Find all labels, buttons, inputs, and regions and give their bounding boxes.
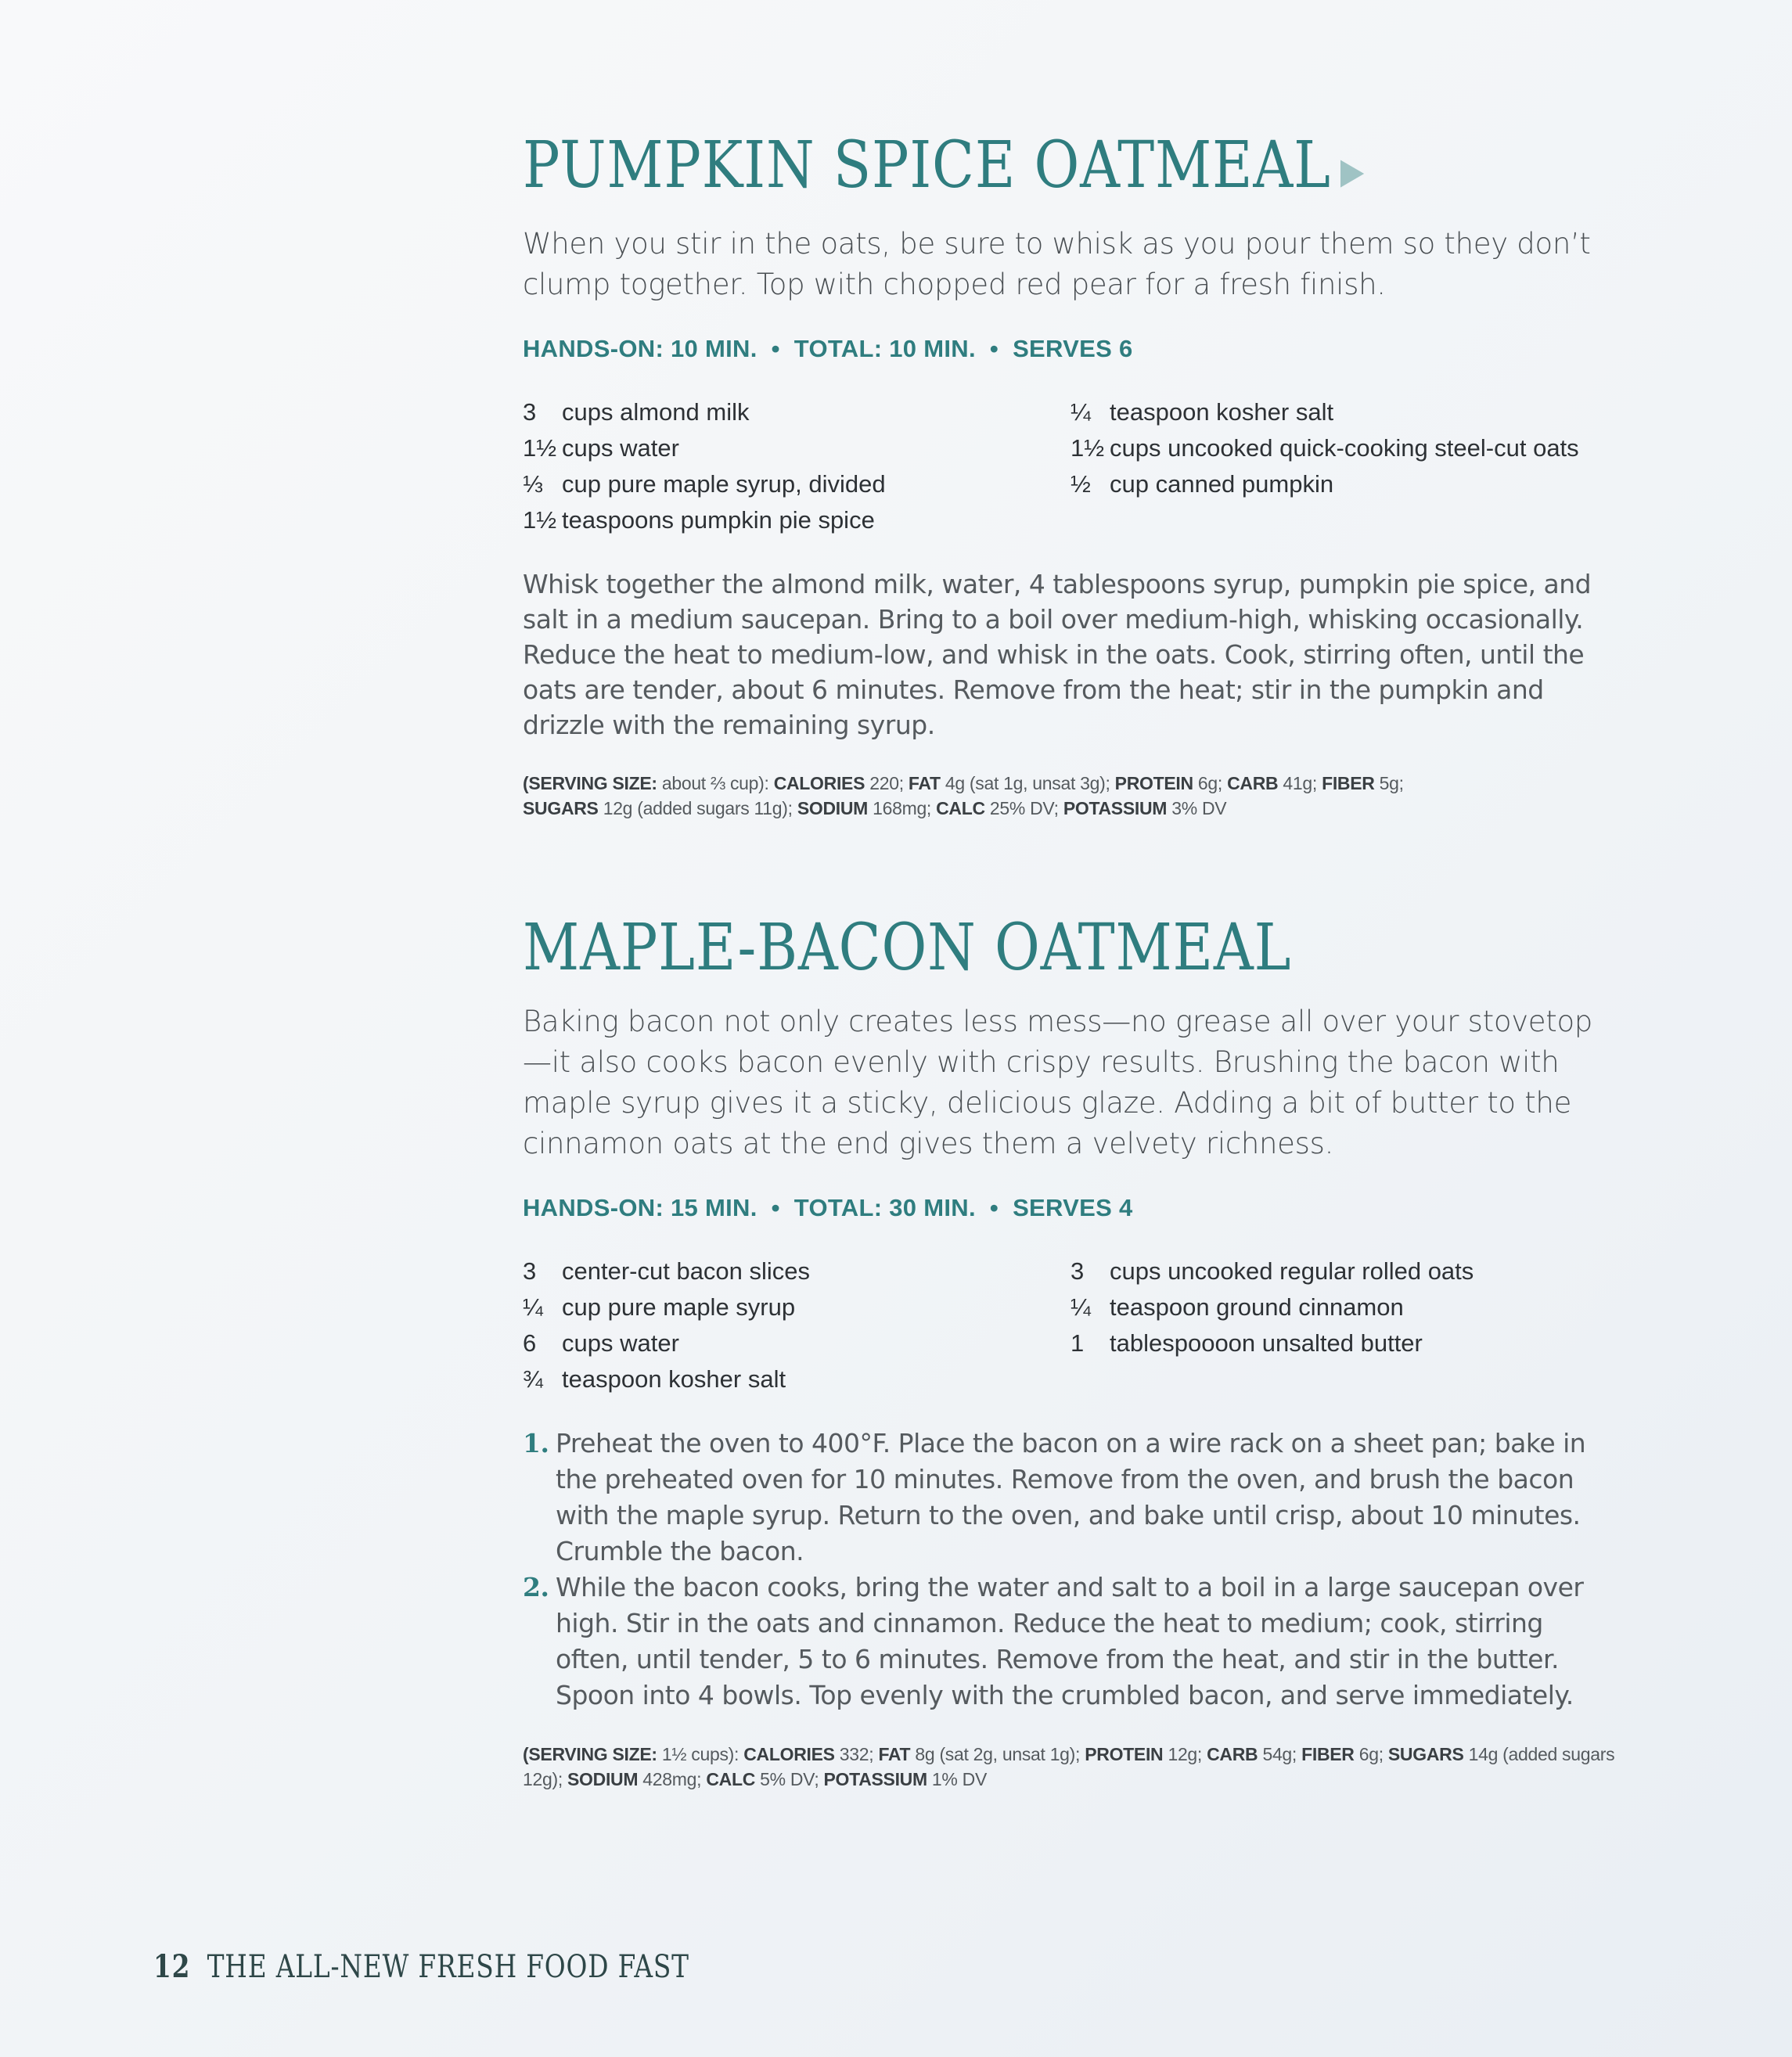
ingredient-quantity: 1 <box>1071 1329 1085 1357</box>
nutrition-value: 5% DV; <box>755 1769 824 1789</box>
ingredient-name: cup canned pumpkin <box>1110 469 1334 498</box>
nutrition-label: SODIUM <box>797 797 869 818</box>
ingredient-item <box>1071 466 1603 502</box>
nutrition-label: FIBER <box>1301 1744 1355 1764</box>
ingredient-quantity: 1½ <box>523 433 557 462</box>
nutrition-label: SUGARS <box>523 797 599 818</box>
nutrition-label: PROTEIN <box>1114 772 1193 793</box>
ingredient-name: teaspoon kosher salt <box>1110 397 1334 426</box>
nutrition-value: 6g; <box>1193 772 1228 793</box>
ingredient-name: cups water <box>562 433 679 462</box>
step-text: Preheat the oven to 400°F. Place the bacon on a wire rack on a sheet pan; bake in the preheated oven for 10 minutes. Remove from the oven, and brush the bacon with the maple syrup. Return to the oven, and bake until crisp, about 10 minutes. Crumble the bacon. <box>556 1428 1586 1566</box>
recipe-method: Whisk together the almond milk, water, 4 tablespoons syrup, pumpkin pie spice, and salt in a medium saucepan. Bring to a boil over medium-high, whisking occasionally. Reduce the heat to medium-low, and whisk in the oats. Cook, stirring often, until the oats are tender, about 6 minutes. Remove from the heat; stir in the pumpkin and drizzle with the remaining syrup. <box>523 568 1592 740</box>
ingredient-item <box>1071 1253 1603 1289</box>
recipe-intro: When you stir in the oats, be sure to whisk as you pour them so they don’t clump together. Top with chopped red pear for a fresh finish. <box>523 226 1591 301</box>
ingredient-item <box>523 394 1071 430</box>
meta-separator: • <box>989 334 999 362</box>
ingredient-quantity: 1½ <box>523 505 557 534</box>
nutrition-label: FAT <box>908 772 941 793</box>
ingredient-column-left <box>523 394 1071 538</box>
hands-on-time: HANDS-ON: 15 MIN. <box>523 1194 757 1221</box>
ingredient-column-right <box>1071 1253 1603 1397</box>
nutrition-value: 41g; <box>1278 772 1322 793</box>
nutrition-value: 12g; <box>1163 1744 1207 1764</box>
recipe-intro: Baking bacon not only creates less mess—no grease all over your stovetop—it also cooks bacon evenly with crispy results. Brushing the bacon with maple syrup gives it a sticky, delicious glaze. Adding a bit of butter to the cinnamon oats at the end gives them a velvety richness. <box>523 1005 1592 1160</box>
meta-separator: • <box>771 334 780 362</box>
ingredient-item <box>523 1253 1071 1289</box>
recipe-title-text: PUMPKIN SPICE OATMEAL <box>523 128 1331 203</box>
nutrition-value: 12g (added sugars 11g); <box>598 797 797 818</box>
nutrition-label: CALC <box>706 1769 756 1789</box>
nutrition-label: CARB <box>1227 772 1279 793</box>
nutrition-value: 4g (sat 1g, unsat 3g); <box>940 772 1115 793</box>
ingredient-quantity: 3 <box>523 1257 537 1285</box>
nutrition-value: about ⅔ cup): <box>657 772 774 793</box>
nutrition-value: 14g (added sugars 12g); <box>523 1744 1615 1789</box>
ingredient-list <box>523 394 1618 538</box>
recipe-pumpkin-spice-oatmeal <box>523 125 1618 821</box>
ingredient-item <box>1071 1289 1603 1325</box>
recipe-title <box>523 125 1465 211</box>
book-title: THE ALL-NEW FRESH FOOD FAST <box>207 1949 689 1985</box>
ingredient-quantity: 1½ <box>1071 433 1105 462</box>
nutrition-value: 54g; <box>1258 1744 1302 1764</box>
ingredient-column-right <box>1071 394 1603 538</box>
nutrition-label: (SERVING SIZE: <box>523 772 657 793</box>
page-number: 12 <box>153 1948 191 1985</box>
ingredient-name: center-cut bacon slices <box>562 1257 811 1285</box>
nutrition-value: 1½ cups): <box>657 1744 744 1764</box>
nutrition-value: 220; <box>865 772 909 793</box>
ingredient-name: teaspoon ground cinnamon <box>1110 1293 1404 1321</box>
meta-separator: • <box>771 1194 780 1221</box>
nutrition-info <box>523 771 1618 821</box>
ingredient-column-left <box>523 1253 1071 1397</box>
ingredient-item <box>523 1289 1071 1325</box>
total-time: TOTAL: 10 MIN. <box>793 334 976 362</box>
ingredient-item <box>1071 430 1603 466</box>
nutrition-label: POTASSIUM <box>1063 797 1168 818</box>
nutrition-value: 1% DV <box>927 1769 988 1789</box>
ingredient-item <box>1071 1325 1603 1361</box>
nutrition-label: POTASSIUM <box>823 1769 927 1789</box>
hands-on-time: HANDS-ON: 10 MIN. <box>523 334 757 362</box>
recipe-meta <box>523 1194 1618 1222</box>
meta-separator: • <box>989 1194 999 1221</box>
servings: SERVES 6 <box>1013 334 1133 362</box>
recipe-title: MAPLE-BACON OATMEAL <box>523 911 1292 985</box>
nutrition-label: SODIUM <box>567 1769 639 1789</box>
ingredient-quantity: ¼ <box>1071 1293 1091 1321</box>
ingredient-name: cups uncooked quick-cooking steel-cut oats <box>1110 433 1579 462</box>
nutrition-value: 6g; <box>1354 1744 1388 1764</box>
page-footer <box>153 1948 689 1985</box>
nutrition-label: FIBER <box>1322 772 1375 793</box>
nutrition-info <box>523 1742 1618 1792</box>
ingredient-name: teaspoons pumpkin pie spice <box>562 505 875 534</box>
nutrition-label: SUGARS <box>1387 1744 1464 1764</box>
nutrition-value: 8g (sat 2g, unsat 1g); <box>910 1744 1085 1764</box>
nutrition-label: CALORIES <box>773 772 865 793</box>
recipe-step <box>523 1570 1618 1714</box>
nutrition-label: FAT <box>878 1744 911 1764</box>
ingredient-item <box>1071 394 1603 430</box>
nutrition-value: 3% DV <box>1167 797 1227 818</box>
ingredient-name: teaspoon kosher salt <box>562 1365 786 1393</box>
ingredient-quantity: ¼ <box>523 1293 543 1321</box>
ingredient-list <box>523 1253 1618 1397</box>
ingredient-quantity: ⅓ <box>523 469 543 498</box>
ingredient-quantity: ¾ <box>523 1365 543 1393</box>
nutrition-value: 5g; <box>1374 772 1404 793</box>
ingredient-name: cup pure maple syrup, divided <box>562 469 886 498</box>
ingredient-item <box>523 502 1071 538</box>
step-number: 1. <box>523 1428 549 1458</box>
ingredient-quantity: 6 <box>523 1329 537 1357</box>
step-number: 2. <box>523 1572 549 1602</box>
nutrition-value: 428mg; <box>638 1769 707 1789</box>
play-arrow-icon: ▶ <box>1340 149 1366 192</box>
servings: SERVES 4 <box>1013 1194 1133 1221</box>
ingredient-quantity: 3 <box>1071 1257 1085 1285</box>
total-time: TOTAL: 30 MIN. <box>793 1194 976 1221</box>
ingredient-quantity: ½ <box>1071 469 1091 498</box>
recipe-step <box>523 1426 1618 1570</box>
ingredient-item <box>523 1361 1071 1397</box>
nutrition-value: 168mg; <box>868 797 937 818</box>
step-text: While the bacon cooks, bring the water and salt to a boil in a large saucepan over high. Stir in the oats and cinnamon. Reduce the heat to medium; cook, stirring often, until tender, 5 to 6 minutes. Remove from the heat, and stir in the butter. Spoon into 4 bowls. Top evenly with the crumbled bacon, and serve immediately. <box>556 1572 1584 1710</box>
ingredient-quantity: ¼ <box>1071 397 1091 426</box>
ingredient-name: cup pure maple syrup <box>562 1293 796 1321</box>
nutrition-value: 25% DV; <box>984 797 1063 818</box>
ingredient-item <box>523 1325 1071 1361</box>
ingredient-quantity: 3 <box>523 397 537 426</box>
nutrition-label: CARB <box>1207 1744 1258 1764</box>
nutrition-label: (SERVING SIZE: <box>523 1744 657 1764</box>
ingredient-name: cups uncooked regular rolled oats <box>1110 1257 1474 1285</box>
recipe-steps <box>523 1426 1618 1714</box>
nutrition-label: CALC <box>936 797 985 818</box>
ingredient-name: tablespoooon unsalted butter <box>1110 1329 1423 1357</box>
ingredient-item <box>523 430 1071 466</box>
nutrition-label: CALORIES <box>743 1744 835 1764</box>
recipe-maple-bacon-oatmeal <box>523 908 1618 1792</box>
ingredient-name: cups water <box>562 1329 679 1357</box>
ingredient-name: cups almond milk <box>562 397 750 426</box>
nutrition-value: 332; <box>834 1744 879 1764</box>
ingredient-item <box>523 466 1071 502</box>
recipe-meta <box>523 335 1618 363</box>
nutrition-label: PROTEIN <box>1085 1744 1164 1764</box>
